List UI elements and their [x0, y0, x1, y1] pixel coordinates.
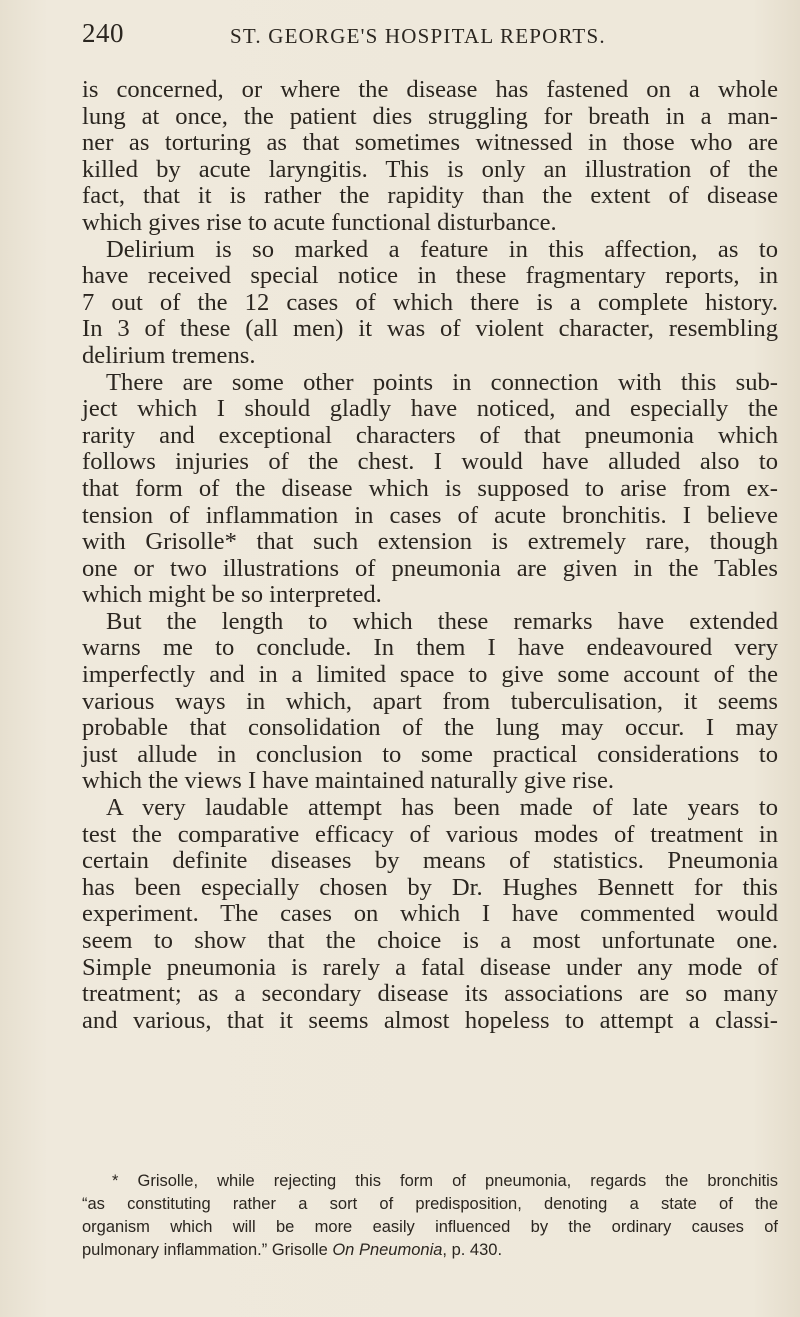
text-line: killed by acute laryngitis. This is only an illustration of the [82, 155, 778, 183]
text-line: 7 out of the 12 cases of which there is a complete history. [82, 288, 778, 316]
text-line: which might be so interpreted. [82, 581, 382, 609]
text-line: rarity and exceptional characters of that pneumonia which [82, 421, 778, 449]
text-line: certain definite diseases by means of statistics. Pneumonia [82, 847, 778, 875]
text-line: probable that consolidation of the lung may occur. I may [82, 714, 778, 742]
text-line: have received special notice in these fragmentary reports, in [82, 262, 778, 290]
text-line: just allude in conclusion to some practical considerations to [82, 740, 778, 768]
footnote-line: organism which will be more easily influenced by the ordinary causes of [82, 1218, 778, 1236]
footnote-text: pulmonary inflammation.” Grisolle [82, 1241, 333, 1259]
text-line: with Grisolle* that such extension is extremely rare, though [82, 528, 778, 556]
footnote-page-ref: , p. 430. [442, 1241, 503, 1259]
footnote-line-last [82, 1239, 778, 1262]
paragraph-start: But the length to which these remarks have extended [106, 607, 778, 635]
text-line: In 3 of these (all men) it was of violent character, resembling [82, 315, 778, 343]
text-line: ject which I should gladly have noticed, and especially the [82, 395, 778, 423]
paragraph-start: A very laudable attempt has been made of late years to [106, 794, 778, 822]
paragraph-start: There are some other points in connection with this sub- [106, 368, 778, 396]
running-head: ST. GEORGE'S HOSPITAL REPORTS. [230, 24, 606, 48]
text-line: and various, that it seems almost hopeless to attempt a classi- [82, 1006, 778, 1034]
footnote-line: * Grisolle, while rejecting this form of pneumonia, regards the bronchitis [112, 1172, 778, 1190]
text-line: treatment; as a secondary disease its associations are so many [82, 980, 778, 1008]
text-line: test the comparative efficacy of various modes of treatment in [82, 820, 778, 848]
text-line: tension of inflammation in cases of acute bronchitis. I believe [82, 501, 778, 529]
text-line: follows injuries of the chest. I would have alluded also to [82, 448, 778, 476]
text-line: that form of the disease which is supposed to arise from ex- [82, 474, 778, 502]
page-number: 240 [82, 18, 124, 48]
page-header [80, 18, 760, 58]
text-line: lung at once, the patient dies struggling for breath in a man- [82, 102, 778, 130]
text-line: Simple pneumonia is rarely a fatal disease under any mode of [82, 953, 778, 981]
paragraph-start: Delirium is so marked a feature in this affection, as to [106, 235, 778, 263]
text-line: which the views I have maintained naturally give rise. [82, 767, 615, 795]
text-line: experiment. The cases on which I have commented would [82, 900, 778, 928]
footnote-citation-title: On Pneumonia [332, 1241, 443, 1259]
text-line: imperfectly and in a limited space to give some account of the [82, 661, 778, 689]
text-line: various ways in which, apart from tuberculisation, it seems [82, 687, 778, 715]
text-line: which gives rise to acute functional disturbance. [82, 208, 557, 236]
body-text [82, 77, 778, 1034]
text-line: warns me to conclude. In them I have endeavoured very [82, 634, 778, 662]
footnote-line: “as constituting rather a sort of predisposition, denoting a state of the [82, 1195, 778, 1213]
text-line: is concerned, or where the disease has fastened on a whole [82, 76, 778, 103]
text-line: fact, that it is rather the rapidity than the extent of disease [82, 182, 778, 210]
footnote [82, 1170, 778, 1262]
text-line: delirium tremens. [82, 341, 256, 369]
text-line: one or two illustrations of pneumonia are given in the Tables [82, 554, 778, 582]
text-line: ner as torturing as that sometimes witnessed in those who are [82, 129, 778, 157]
text-line: seem to show that the choice is a most unfortunate one. [82, 927, 778, 954]
text-line: has been especially chosen by Dr. Hughes Bennett for this [82, 873, 778, 901]
